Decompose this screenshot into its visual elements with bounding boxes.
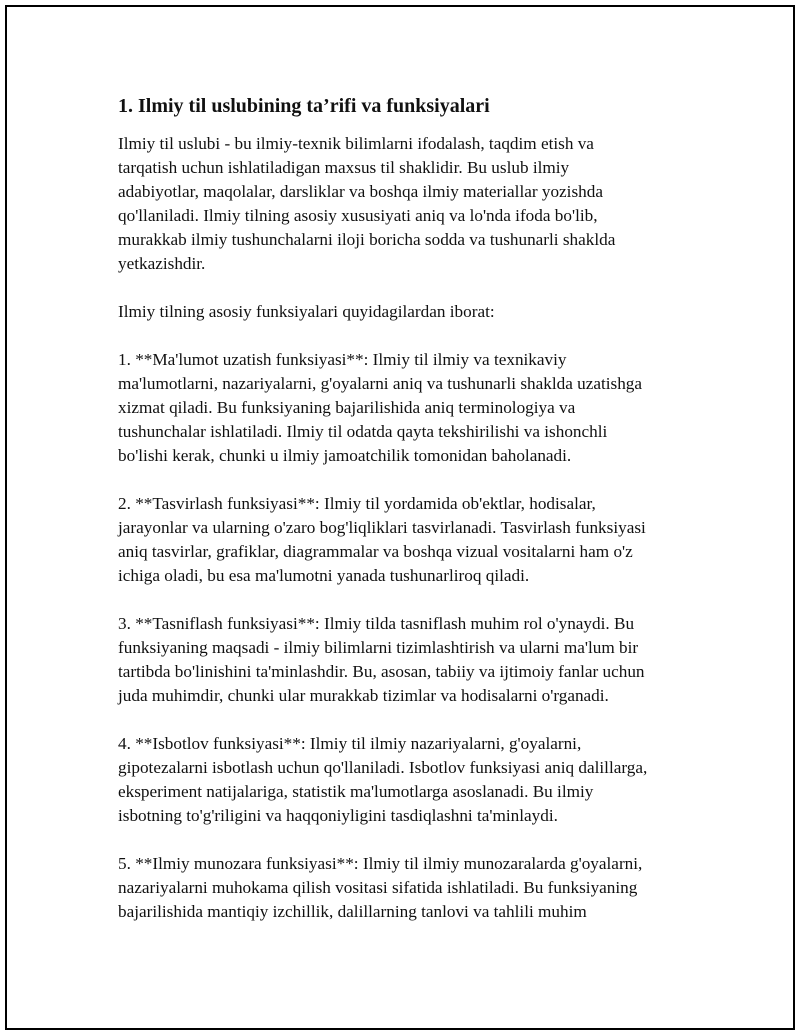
text-line: eksperiment natijalariga, statistik ma'lumotlarga asoslanadi. Bu ilmiy <box>118 782 594 801</box>
paragraph-function-5 <box>118 852 698 924</box>
text-line: Ilmiy tilning asosiy funksiyalari quyidagilardan iborat: <box>118 302 495 321</box>
text-line: jarayonlar va ularning o'zaro bog'liqliklari tasvirlanadi. Tasvirlash funksiyasi <box>118 518 646 537</box>
text-line: xizmat qiladi. Bu funksiyaning bajarilishida aniq terminologiya va <box>118 398 576 417</box>
document-body <box>118 93 698 948</box>
text-line: 2. **Tasvirlash funksiyasi**: Ilmiy til yordamida ob'ektlar, hodisalar, <box>118 494 596 513</box>
section-heading: 1. Ilmiy til uslubining ta’rifi va funksiyalari <box>118 95 490 117</box>
text-line: adabiyotlar, maqolalar, darsliklar va boshqa ilmiy materiallar yozishda <box>118 182 603 201</box>
text-line: tushunchalar ishlatiladi. Ilmiy til odatda qayta tekshirilishi va ishonchli <box>118 422 608 441</box>
paragraph-function-3 <box>118 612 698 708</box>
text-line: Ilmiy til uslubi - bu ilmiy-texnik bilimlarni ifodalash, taqdim etish va <box>118 134 594 153</box>
text-line: 1. **Ma'lumot uzatish funksiyasi**: Ilmiy til ilmiy va texnikaviy <box>118 350 567 369</box>
text-line: murakkab ilmiy tushunchalarni iloji boricha sodda va tushunarli shaklda <box>118 230 616 249</box>
text-line: nazariyalarni muhokama qilish vositasi sifatida ishlatiladi. Bu funksiyaning <box>118 878 638 897</box>
text-line: aniq tasvirlar, grafiklar, diagrammalar va boshqa vizual vositalarni ham o'z <box>118 542 633 561</box>
paragraph-function-1 <box>118 348 698 468</box>
text-line: isbotning to'g'riligini va haqqoniyligini tasdiqlashni ta'minlaydi. <box>118 806 558 825</box>
text-line: ichiga oladi, bu esa ma'lumotni yanada tushunarliroq qiladi. <box>118 566 530 585</box>
paragraph-definition <box>118 132 698 276</box>
paragraph-functions-intro <box>118 300 698 324</box>
text-line: bajarilishida mantiqiy izchillik, dalillarning tanlovi va tahlili muhim <box>118 902 587 921</box>
text-line: juda muhimdir, chunki ular murakkab tizimlar va hodisalarni o'rganadi. <box>118 686 609 705</box>
text-line: 4. **Isbotlov funksiyasi**: Ilmiy til ilmiy nazariyalarni, g'oyalarni, <box>118 734 582 753</box>
text-line: 3. **Tasniflash funksiyasi**: Ilmiy tilda tasniflash muhim rol o'ynaydi. Bu <box>118 614 635 633</box>
text-line: tarqatish uchun ishlatiladigan maxsus til shaklidir. Bu uslub ilmiy <box>118 158 570 177</box>
text-line: bo'lishi kerak, chunki u ilmiy jamoatchilik tomonidan baholanadi. <box>118 446 572 465</box>
text-line: yetkazishdir. <box>118 254 206 273</box>
text-line: gipotezalarni isbotlash uchun qo'llaniladi. Isbotlov funksiyasi aniq dalillarga, <box>118 758 648 777</box>
text-line: 5. **Ilmiy munozara funksiyasi**: Ilmiy til ilmiy munozaralarda g'oyalarni, <box>118 854 643 873</box>
paragraph-function-2 <box>118 492 698 588</box>
text-line: ma'lumotlarni, nazariyalarni, g'oyalarni aniq va tushunarli shaklda uzatishga <box>118 374 643 393</box>
text-line: tartibda bo'linishini ta'minlashdir. Bu, asosan, tabiiy va ijtimoiy fanlar uchun <box>118 662 645 681</box>
text-line: funksiyaning maqsadi - ilmiy bilimlarni tizimlashtirish va ularni ma'lum bir <box>118 638 639 657</box>
text-line: qo'llaniladi. Ilmiy tilning asosiy xususiyati aniq va lo'nda ifoda bo'lib, <box>118 206 598 225</box>
paragraph-function-4 <box>118 732 698 828</box>
